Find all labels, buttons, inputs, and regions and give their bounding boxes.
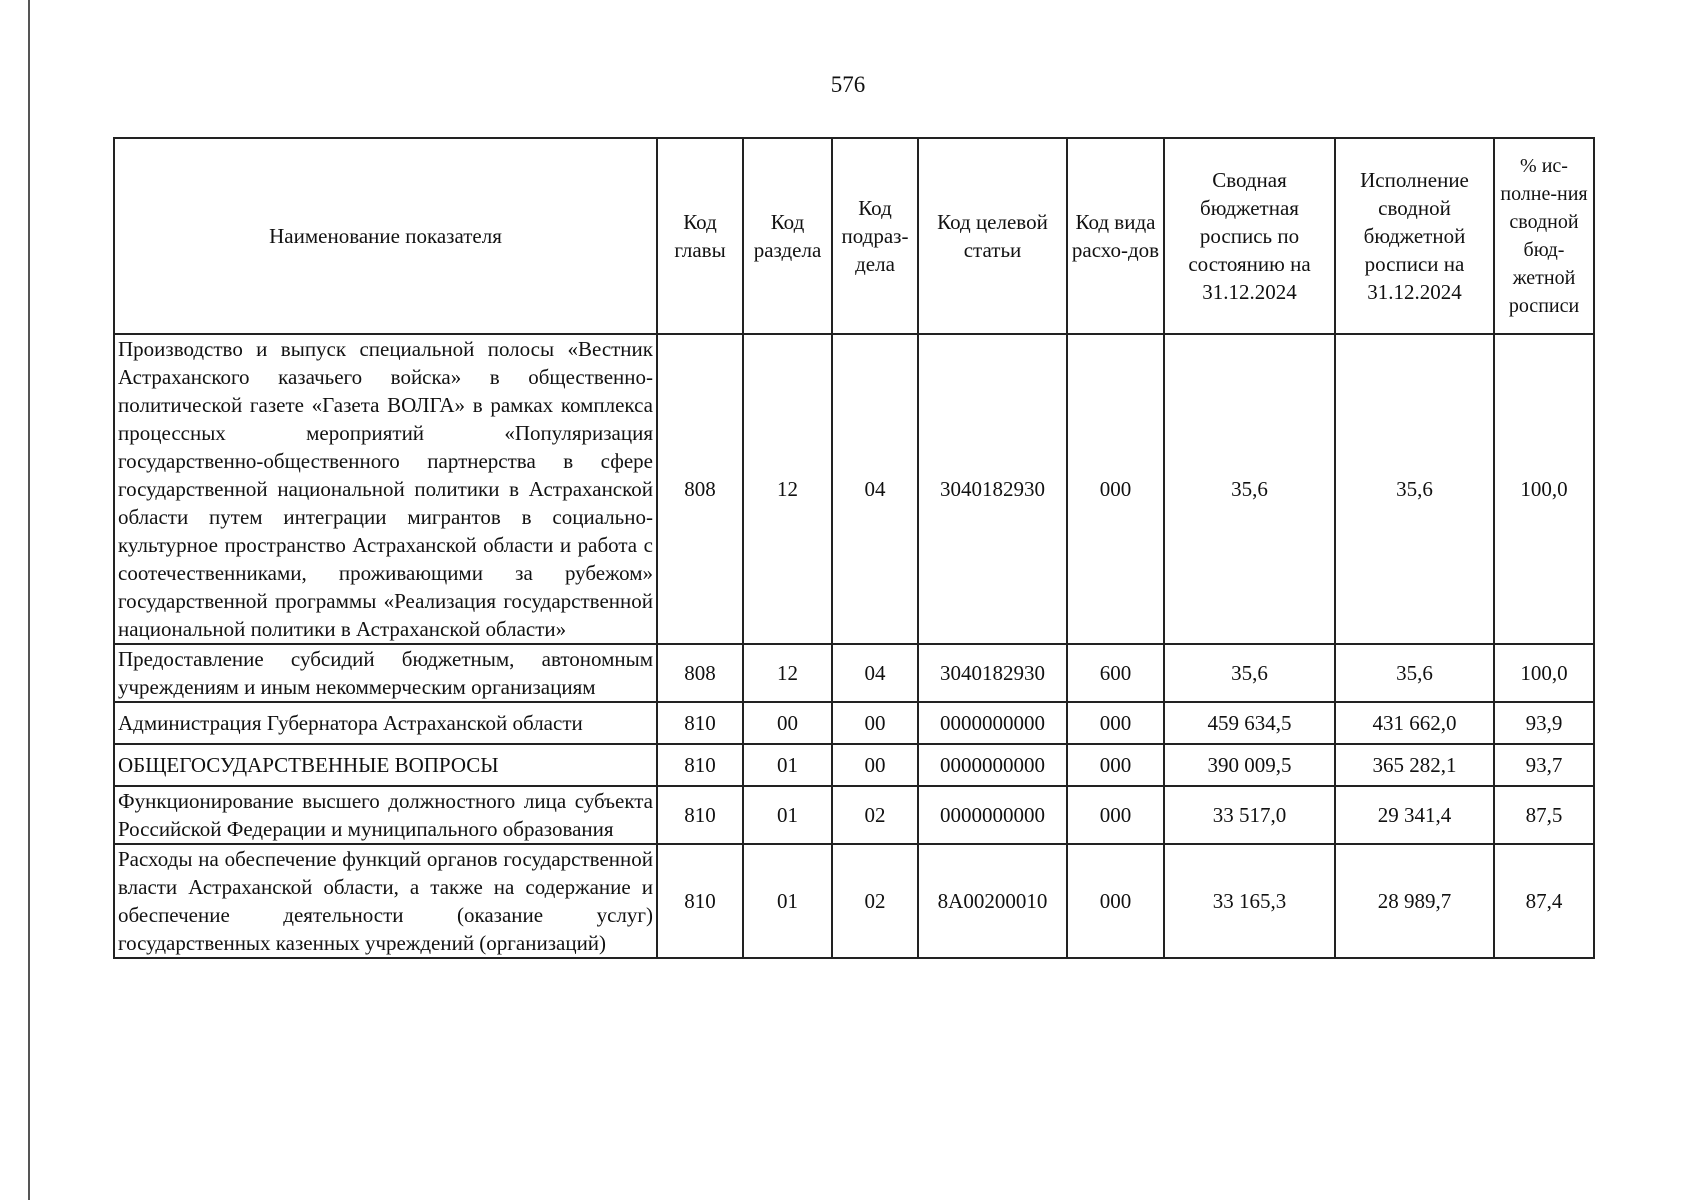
row-code-subsection: 04: [832, 644, 918, 702]
row-code-section: 01: [743, 786, 832, 844]
table-row: [114, 744, 1594, 786]
row-budget-execution: 35,6: [1335, 644, 1494, 702]
row-name: Функционирование высшего должностного лица субъекта Российской Федерации и муниципального образования: [114, 786, 657, 844]
row-budget-execution: 365 282,1: [1335, 744, 1494, 786]
row-execution-percent: 93,9: [1494, 702, 1594, 744]
row-code-chapter: 810: [657, 744, 743, 786]
row-code-section: 01: [743, 844, 832, 958]
row-budget-execution: 28 989,7: [1335, 844, 1494, 958]
header-code-expense-type: Код вида расхо-дов: [1067, 138, 1164, 334]
row-code-expense-type: 000: [1067, 844, 1164, 958]
header-code-target: Код целевой статьи: [918, 138, 1067, 334]
page-margin-line: [28, 0, 30, 1200]
row-code-subsection: 00: [832, 744, 918, 786]
row-execution-percent: 100,0: [1494, 334, 1594, 644]
table-row: [114, 334, 1594, 644]
row-name: ОБЩЕГОСУДАРСТВЕННЫЕ ВОПРОСЫ: [114, 744, 657, 786]
row-execution-percent: 93,7: [1494, 744, 1594, 786]
header-execution-percent: % ис-полне-ния сводной бюд-жетной росписи: [1494, 138, 1594, 334]
row-code-target: 3040182930: [918, 334, 1067, 644]
row-code-expense-type: 000: [1067, 744, 1164, 786]
row-code-target: 0000000000: [918, 744, 1067, 786]
row-budget-plan: 35,6: [1164, 334, 1335, 644]
row-name: Предоставление субсидий бюджетным, автономным учреждениям и иным некоммерческим организациям: [114, 644, 657, 702]
row-code-target: 8A00200010: [918, 844, 1067, 958]
row-code-chapter: 808: [657, 644, 743, 702]
header-name: Наименование показателя: [114, 138, 657, 334]
table-row: [114, 644, 1594, 702]
row-code-chapter: 808: [657, 334, 743, 644]
row-code-target: 3040182930: [918, 644, 1067, 702]
row-budget-plan: 390 009,5: [1164, 744, 1335, 786]
row-budget-plan: 33 165,3: [1164, 844, 1335, 958]
row-code-expense-type: 000: [1067, 334, 1164, 644]
row-code-chapter: 810: [657, 702, 743, 744]
header-budget-plan: Сводная бюджетная роспись по состоянию на 31.12.2024: [1164, 138, 1335, 334]
row-code-target: 0000000000: [918, 786, 1067, 844]
row-code-expense-type: 000: [1067, 786, 1164, 844]
row-code-subsection: 04: [832, 334, 918, 644]
row-code-expense-type: 000: [1067, 702, 1164, 744]
row-name: Производство и выпуск специальной полосы «Вестник Астраханского казачьего войска» в общественно-политической газете «Газета ВОЛГА» в рамках комплекса процессных мероприятий «Популяризация государственно-общественного партнерства в сфере государственной национальной политики в Астраханской области путем интеграции мигрантов в социально-культурное пространство Астраханской области и работа с соотечественниками, проживающими за рубежом» государственной программы «Реализация государственной национальной политики в Астраханской области»: [114, 334, 657, 644]
table-row: [114, 702, 1594, 744]
row-budget-execution: 29 341,4: [1335, 786, 1494, 844]
row-code-chapter: 810: [657, 786, 743, 844]
row-code-expense-type: 600: [1067, 644, 1164, 702]
row-execution-percent: 100,0: [1494, 644, 1594, 702]
row-name: Расходы на обеспечение функций органов государственной власти Астраханской области, а также на содержание и обеспечение деятельности (оказание услуг) государственных казенных учреждений (организаций): [114, 844, 657, 958]
budget-table: [113, 137, 1595, 959]
table-header-row: [114, 138, 1594, 334]
header-code-subsection: Код подраз-дела: [832, 138, 918, 334]
row-code-subsection: 00: [832, 702, 918, 744]
row-code-target: 0000000000: [918, 702, 1067, 744]
table-row: [114, 844, 1594, 958]
row-execution-percent: 87,4: [1494, 844, 1594, 958]
row-code-subsection: 02: [832, 844, 918, 958]
table-row: [114, 786, 1594, 844]
row-budget-plan: 35,6: [1164, 644, 1335, 702]
row-code-section: 01: [743, 744, 832, 786]
row-execution-percent: 87,5: [1494, 786, 1594, 844]
row-budget-execution: 431 662,0: [1335, 702, 1494, 744]
row-name: Администрация Губернатора Астраханской области: [114, 702, 657, 744]
row-code-section: 12: [743, 334, 832, 644]
page-number: 576: [830, 72, 866, 97]
header-code-section: Код раздела: [743, 138, 832, 334]
header-code-chapter: Код главы: [657, 138, 743, 334]
row-code-chapter: 810: [657, 844, 743, 958]
header-budget-execution: Исполнение сводной бюджетной росписи на 31.12.2024: [1335, 138, 1494, 334]
row-code-subsection: 02: [832, 786, 918, 844]
row-code-section: 00: [743, 702, 832, 744]
row-budget-execution: 35,6: [1335, 334, 1494, 644]
row-budget-plan: 459 634,5: [1164, 702, 1335, 744]
row-code-section: 12: [743, 644, 832, 702]
row-budget-plan: 33 517,0: [1164, 786, 1335, 844]
